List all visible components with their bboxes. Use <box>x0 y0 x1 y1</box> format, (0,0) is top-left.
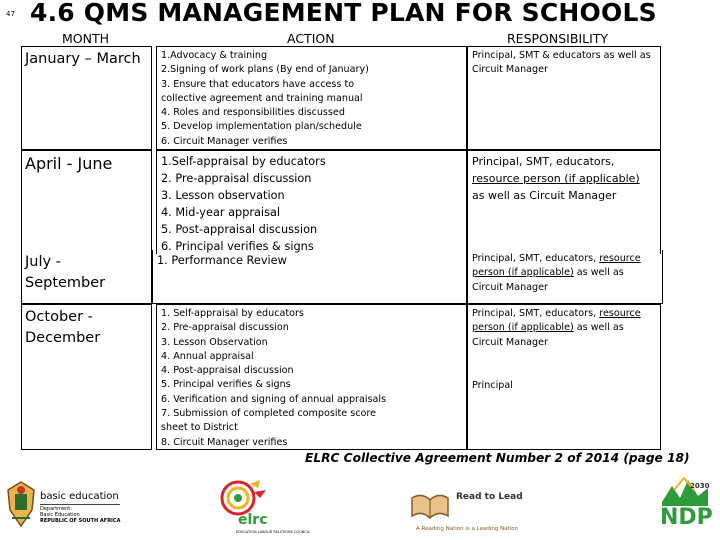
logo-bar <box>0 470 720 540</box>
dbe-basic: Basic Education <box>40 512 80 518</box>
row2-month-text: April - June <box>25 154 113 173</box>
row2-action-5: 5. Post-appraisal discussion <box>161 223 318 236</box>
ndp-year: 2030 <box>690 482 710 490</box>
row1-action-7: 6. Circuit Manager verifies <box>161 135 288 147</box>
row1-month <box>21 46 152 150</box>
row4-action-7: 6. Verification and signing of annual appraisals <box>161 393 387 405</box>
row2-action-1: 1.Self-appraisal by educators <box>161 155 326 168</box>
row1-action-3: 3. Ensure that educators have access to <box>161 78 355 90</box>
coat-of-arms-icon <box>4 480 38 530</box>
row4-resp-2b: as well as <box>573 322 624 334</box>
row3-resp-1a: Principal, SMT, educators, <box>472 253 600 264</box>
row1-action-1: 1.Advocacy & training <box>161 50 268 61</box>
row3-resp-1 <box>472 252 658 266</box>
row1-action-6: 5. Develop implementation plan/schedule <box>161 121 362 133</box>
dbe-dept: Department: <box>40 506 72 512</box>
row3-month <box>21 250 152 304</box>
row4-month-l1: October - <box>25 309 93 325</box>
row3-resp-2b: as well as <box>573 267 624 279</box>
row3-actions <box>152 250 467 304</box>
row4-action-6: 5. Principal verifies & signs <box>161 379 291 391</box>
row1-action-2: 2.Signing of work plans (By end of January) <box>161 64 369 76</box>
row4-action-1: 1. Self-appraisal by educators <box>161 308 304 319</box>
row4-action-2: 2. Pre-appraisal discussion <box>161 322 289 334</box>
page-title: 4.6 QMS MANAGEMENT PLAN FOR SCHOOLS <box>30 0 657 27</box>
row2-resp-3: as well as Circuit Manager <box>472 189 617 202</box>
row2-action-6: 6. Principal verifies & signs <box>161 240 314 253</box>
row4-resp-1a: Principal, SMT, educators, <box>472 308 600 319</box>
row3-month-l1: July - <box>25 254 61 270</box>
elrc-subtitle: EDUCATION LABOUR RELATIONS COUNCIL <box>236 530 310 534</box>
dbe-divider <box>40 504 120 505</box>
header-responsibility: RESPONSIBILITY <box>507 31 609 46</box>
row3-resp-2a: person (if applicable) <box>472 267 574 279</box>
header-month: MONTH <box>62 31 110 46</box>
row3-resp-2 <box>472 266 658 280</box>
row4-resp-2 <box>472 321 656 335</box>
read-to-lead-tagline: A Reading Nation is a Leading Nation <box>416 526 519 532</box>
row4-responsibility <box>467 304 661 450</box>
row2-month <box>21 150 152 254</box>
row1-resp-1: Principal, SMT & educators as well as <box>472 50 651 61</box>
row2-resp-2: resource person (if applicable) <box>472 172 640 185</box>
row4-action-4: 4. Annual appraisal <box>161 350 254 362</box>
header-action: ACTION <box>287 31 335 46</box>
row2-resp-1: Principal, SMT, educators, <box>472 155 615 168</box>
row3-responsibility <box>467 250 663 304</box>
footer-citation: ELRC Collective Agreement Number 2 of 2014 (page 18) <box>305 451 690 465</box>
row2-action-2: 2. Pre-appraisal discussion <box>161 172 312 185</box>
open-book-icon <box>410 492 450 520</box>
row1-action-4: collective agreement and training manual <box>161 92 363 104</box>
row2-actions <box>156 150 467 254</box>
row1-resp-2: Circuit Manager <box>472 64 548 76</box>
dbe-name: basic education <box>40 491 119 502</box>
row4-actions <box>156 304 467 450</box>
qms-plan-table <box>21 46 661 450</box>
row3-resp-1b: resource <box>599 253 641 264</box>
read-to-lead-title: Read to Lead <box>456 492 523 502</box>
row2-action-4: 4. Mid-year appraisal <box>161 206 281 219</box>
row1-action-5: 4. Roles and responsibilities discussed <box>161 107 345 119</box>
slide-number: 47 <box>6 10 15 18</box>
row4-action-3: 3. Lesson Observation <box>161 336 268 348</box>
row4-action-8: 7. Submission of completed composite score <box>161 408 376 420</box>
row4-resp-1b: resource <box>599 308 641 319</box>
row4-month <box>21 304 152 450</box>
elrc-wordmark: elrc <box>238 512 268 528</box>
row1-responsibility <box>467 46 661 150</box>
row2-action-3: 3. Lesson observation <box>161 189 285 202</box>
row4-resp-2a: person (if applicable) <box>472 322 574 334</box>
dbe-republic: REPUBLIC OF SOUTH AFRICA <box>40 518 121 524</box>
ndp-wordmark: NDP <box>660 505 713 530</box>
row4-action-5: 4. Post-appraisal discussion <box>161 365 294 377</box>
row4-resp-1 <box>472 307 656 321</box>
row4-action-9: sheet to District <box>161 422 238 434</box>
row4-resp-4: Principal <box>472 379 513 391</box>
row1-actions <box>156 46 467 150</box>
row3-month-l2: September <box>25 275 106 291</box>
row4-action-10: 8. Circuit Manager verifies <box>161 436 288 448</box>
row2-responsibility <box>467 150 661 254</box>
row3-resp-3: Circuit Manager <box>472 281 548 293</box>
row1-month-text: January – March <box>25 51 141 67</box>
row3-action-1: 1. Performance Review <box>157 254 287 267</box>
dbe-details <box>40 506 120 524</box>
row4-month-l2: December <box>25 330 101 346</box>
row4-resp-3: Circuit Manager <box>472 336 548 348</box>
